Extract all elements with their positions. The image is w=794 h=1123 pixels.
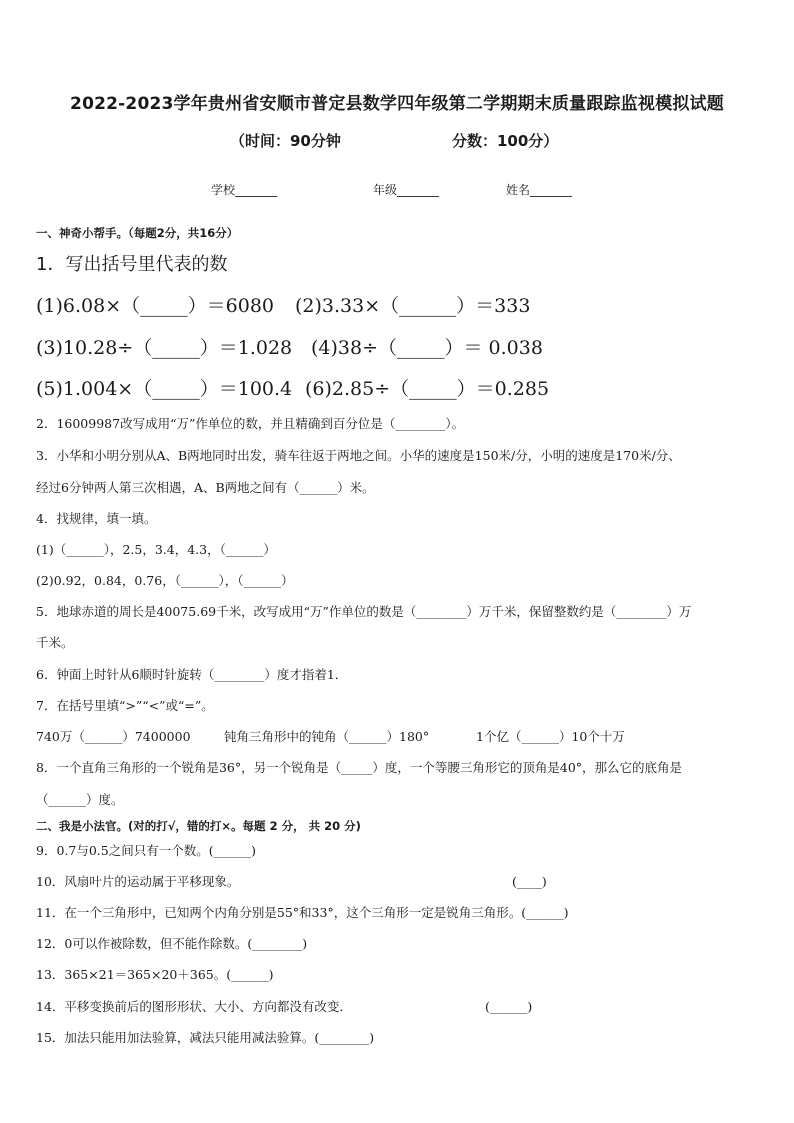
q1-item-4: (4)38÷（_____）＝ 0.038	[311, 337, 543, 359]
question-2: 2．16009987改写成用“万”作单位的数，并且精确到百分位是（________）。	[36, 416, 465, 431]
question-5-line-2: 千米。	[36, 635, 74, 650]
question-3-line-2: 经过6分钟两人第三次相遇，A、B两地之间有（______）米。	[36, 480, 375, 495]
question-14-blank: (______)	[485, 999, 533, 1014]
question-4-a: (1)（______），2.5，3.4，4.3，（______）	[36, 542, 276, 557]
q1-item-3: (3)10.28÷（_____）＝1.028	[36, 337, 293, 359]
q1-item-2: (2)3.33×（______）＝333	[295, 295, 531, 317]
q1-item-1: (1)6.08×（_____）＝6080	[36, 295, 274, 317]
question-6: 6．钟面上时针从6顺时针旋转（________）度才指着1．	[36, 667, 348, 682]
question-4-b: (2)0.92，0.84，0.76，（______），（______）	[36, 573, 294, 588]
question-9: 9．0.7与0.5之间只有一个数。(______)	[36, 843, 256, 858]
question-7: 7．在括号里填“>”“<”或“=”。	[36, 698, 214, 713]
question-10: 10．风扇叶片的运动属于平移现象。	[36, 874, 240, 889]
question-4: 4．找规律，填一填。	[36, 511, 157, 526]
q7-item-3: 1个亿（______）10个十万	[476, 729, 625, 744]
grade-field[interactable]: 年级_______	[373, 183, 440, 197]
exam-time: （时间：90分钟	[230, 132, 341, 150]
question-15: 15．加法只能用加法验算，减法只能用减法验算。(________)	[36, 1030, 375, 1045]
q7-item-2: 钝角三角形中的钝角（______）180°	[224, 729, 430, 744]
question-5-line-1: 5．地球赤道的周长是40075.69千米，改写成用“万”作单位的数是（________）万千米，保留整数约是（________）万	[36, 604, 692, 619]
question-10-blank: (____)	[512, 874, 547, 889]
question-3-line-1: 3．小华和小明分别从A、B两地同时出发，骑车往返于两地之间。小华的速度是150米/分，小明的速度是170米/分、	[36, 448, 681, 463]
question-8-line-2: （______）度。	[36, 792, 124, 807]
question-8-line-1: 8．一个直角三角形的一个锐角是36°，另一个锐角是（_____）度，一个等腰三角形它的顶角是40°，那么它的底角是	[36, 760, 683, 775]
q1-item-6: (6)2.85÷（_____）＝0.285	[305, 378, 550, 400]
name-field[interactable]: 姓名_______	[506, 183, 573, 197]
question-11: 11．在一个三角形中，已知两个内角分别是55°和33°，这个三角形一定是锐角三角形。(______)	[36, 905, 569, 920]
section-2-heading: 二、我是小法官。(对的打√，错的打×。每题 2 分， 共 20 分)	[36, 819, 361, 833]
exam-score: 分数：100分）	[452, 132, 559, 150]
question-1-title: 1．写出括号里代表的数	[36, 254, 228, 275]
q1-item-5: (5)1.004×（_____）＝100.4	[36, 378, 293, 400]
exam-title: 2022-2023学年贵州省安顺市普定县数学四年级第二学期期末质量跟踪监视模拟试题	[70, 94, 724, 114]
q7-item-1: 740万（______）7400000	[36, 729, 191, 744]
question-14: 14．平移变换前后的图形形状、大小、方向都没有改变．	[36, 999, 352, 1014]
question-12: 12．0可以作被除数，但不能作除数。(________)	[36, 936, 308, 951]
section-1-heading: 一、神奇小帮手。（每题2分，共16分）	[36, 226, 239, 240]
school-field[interactable]: 学校_______	[211, 183, 278, 197]
question-13: 13．365×21＝365×20＋365。(______)	[36, 967, 274, 982]
